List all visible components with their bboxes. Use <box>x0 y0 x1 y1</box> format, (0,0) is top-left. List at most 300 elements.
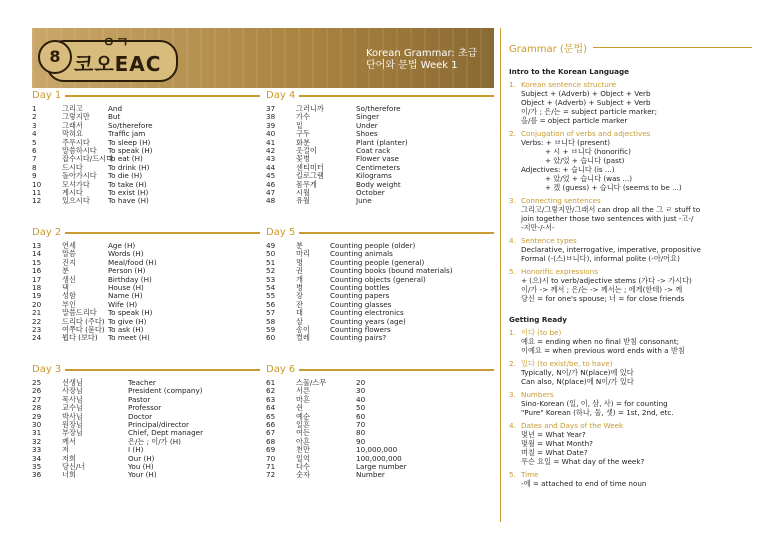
vocab-number: 50 <box>266 249 276 259</box>
logo <box>46 35 178 82</box>
vocab-number: 65 <box>266 411 276 421</box>
grammar-item-line: Verbs: + ㅂ니다 (present) <box>521 138 611 147</box>
vocab-english: Words (H) <box>108 249 144 259</box>
intro-items <box>509 80 762 303</box>
grammar-item-line: Subject + (Adverb) + Object + Verb <box>521 89 651 98</box>
day-rule <box>299 369 494 371</box>
vocabulary-panel <box>32 28 494 518</box>
grammar-item-line: 몇월 = What Month? <box>521 439 593 448</box>
vocab-number: 52 <box>266 266 276 276</box>
vocab-korean: 숫자 <box>296 470 310 480</box>
vocab-english: Number <box>356 470 385 480</box>
vocab-english: 40 <box>356 394 366 404</box>
vocab-english: Body weight <box>356 179 401 189</box>
grammar-item-line: 무슨 요일 = What day of the week? <box>521 457 645 466</box>
vocab-korean: 그러니까 <box>296 104 324 113</box>
day-label: Day 5 <box>266 226 296 238</box>
day-rows <box>266 379 494 480</box>
vocab-korean: 킬로그램 <box>296 171 324 181</box>
grammar-item <box>509 470 762 488</box>
vocab-korean: 그래서 <box>62 120 83 130</box>
vocab-english: Meal/food (H) <box>108 257 157 267</box>
vocab-number: 41 <box>266 137 276 147</box>
vocab-number: 11 <box>32 188 42 198</box>
vocab-korean: 다수 <box>296 462 310 472</box>
vocab-number: 55 <box>266 291 276 301</box>
vocab-number: 4 <box>32 129 37 139</box>
grammar-item-line: 이/가 -> 께서 ; 은/는 -> 께서는 ; 에게(한테) -> 께 <box>521 285 683 294</box>
vocab-number: 51 <box>266 257 276 267</box>
vocab-number: 44 <box>266 162 276 172</box>
banner-title-line2: 단어와 문법 Week 1 <box>366 60 458 71</box>
vocab-number: 59 <box>266 325 276 335</box>
grammar-panel <box>500 28 762 522</box>
vocab-english: To meet (H) <box>108 333 150 343</box>
vocab-number: 71 <box>266 462 276 472</box>
vocab-number: 54 <box>266 283 276 293</box>
vocab-english: To speak (H) <box>108 146 153 156</box>
vocab-korean: 병 <box>296 283 303 293</box>
vocab-english: Birthday (H) <box>108 274 152 284</box>
vocab-korean: 분 <box>62 266 69 276</box>
vocab-korean: 잔 <box>296 299 303 309</box>
grammar-item-heading: Conjugation of verbs and adjectives <box>521 129 651 138</box>
vocab-number: 19 <box>32 291 42 301</box>
vocab-english: Plant (planter) <box>356 137 408 147</box>
vocab-number: 6 <box>32 146 37 156</box>
vocab-korean: 가수 <box>296 112 310 122</box>
vocab-number: 47 <box>266 188 276 198</box>
grammar-item-line: Sino-Korean (일, 이, 삼, 사) = for counting <box>521 399 668 408</box>
vocab-number: 46 <box>266 179 276 189</box>
day-header <box>266 227 494 239</box>
vocab-korean: 명 <box>296 257 303 267</box>
vocab-english: Name (H) <box>108 291 143 301</box>
grammar-item-heading: Korean sentence structure <box>521 80 617 89</box>
day-rows <box>266 105 494 206</box>
vocab-english: 은/는 ; 이/가 (H) <box>128 436 181 446</box>
vocab-number: 3 <box>32 120 37 130</box>
day-rule <box>65 369 260 371</box>
vocab-number: 1 <box>32 104 37 113</box>
vocab-number: 15 <box>32 257 42 267</box>
vocab-number: 14 <box>32 249 42 259</box>
vocab-english: 50 <box>356 403 366 413</box>
grammar-item-line: + 겠 (guess) + 습니다 (seems to be ...) <box>545 183 682 192</box>
vocab-korean: 저희 <box>62 453 76 463</box>
vocab-korean: 생신 <box>62 274 76 284</box>
day-label: Day 3 <box>32 363 62 375</box>
grammar-item <box>509 80 762 125</box>
vocab-row <box>32 197 260 205</box>
grammar-item-head <box>509 236 762 245</box>
grammar-item-line: 이/가 ; 은/는 = subject particle marker; <box>521 107 657 116</box>
banner-title <box>366 48 477 72</box>
vocab-english: To eat (H) <box>108 154 143 164</box>
day-rows <box>32 242 260 343</box>
day-section <box>266 90 494 206</box>
vocab-korean: 살 <box>296 316 303 326</box>
grammar-item-head <box>509 267 762 276</box>
vocab-english: Counting bottles <box>330 283 390 293</box>
vocab-number: 21 <box>32 308 42 318</box>
grammar-item-line: -지만-/-서- <box>521 223 555 232</box>
vocab-number: 39 <box>266 120 276 130</box>
vocab-korean: 말씀 <box>62 249 76 259</box>
day-header <box>266 364 494 376</box>
vocab-english: Centimeters <box>356 162 401 172</box>
vocab-number: 2 <box>32 112 37 122</box>
vocab-korean: 사장님 <box>62 386 83 396</box>
grammar-item <box>509 236 762 263</box>
grammar-header <box>509 40 762 55</box>
vocab-row <box>32 334 260 342</box>
vocab-number: 57 <box>266 308 276 318</box>
vocab-number: 64 <box>266 403 276 413</box>
day-header <box>32 364 260 376</box>
vocab-number: 45 <box>266 171 276 181</box>
grammar-item-number: 2. <box>509 359 516 368</box>
vocab-korean: 대 <box>296 308 303 318</box>
vocab-number: 24 <box>32 333 42 343</box>
vocab-korean: 댁 <box>62 283 69 293</box>
vocab-korean: 그리고 <box>62 104 83 113</box>
day-label: Day 6 <box>266 363 296 375</box>
vocab-english: Counting pairs? <box>330 333 387 343</box>
day-label: Day 4 <box>266 89 296 101</box>
vocab-english: Your (H) <box>128 470 157 480</box>
vocab-number: 23 <box>32 325 42 335</box>
vocab-english: To take (H) <box>108 179 147 189</box>
grammar-item-head <box>509 359 762 368</box>
vocab-number: 72 <box>266 470 276 480</box>
vocab-korean: 여쭈다 (묻다) <box>62 325 105 335</box>
grammar-item-line: + 시 + ㅂ니다 (honorific) <box>545 147 631 156</box>
vocab-english: Teacher <box>128 378 156 387</box>
day-section <box>32 227 260 343</box>
vocab-number: 20 <box>32 299 42 309</box>
vocab-english: Chief, Dept manager <box>128 428 204 438</box>
vocab-row <box>266 197 494 205</box>
vocab-korean: 분 <box>296 241 303 250</box>
grammar-item-line: + (으)시 to verb/adjective stems (가다 -> 가시다) <box>521 276 692 285</box>
vocab-number: 58 <box>266 316 276 326</box>
vocab-number: 63 <box>266 394 276 404</box>
vocab-english: Person (H) <box>108 266 146 276</box>
vocab-english: 70 <box>356 420 366 430</box>
logo-icon: 8 <box>38 40 72 74</box>
vocab-korean: 예순 <box>296 411 310 421</box>
vocab-english: And <box>108 104 123 113</box>
vocab-english: Counting books (bound materials) <box>330 266 453 276</box>
grammar-item-head <box>509 470 762 479</box>
vocab-english: Large number <box>356 462 407 472</box>
grammar-item-heading: Sentence types <box>521 236 577 245</box>
grammar-item <box>509 196 762 232</box>
vocab-english: October <box>356 188 385 198</box>
vocab-english: Singer <box>356 112 380 122</box>
grammar-header-rule <box>593 47 752 48</box>
vocab-korean: 목사님 <box>62 394 83 404</box>
grammar-item-head <box>509 421 762 430</box>
grammar-item-line: join together those two sentences with just -고-/ <box>521 214 694 223</box>
vocab-number: 67 <box>266 428 276 438</box>
vocab-korean: 스물/스무 <box>296 378 327 387</box>
grammar-item-heading: 있다 (to exist/be, to have) <box>521 359 613 368</box>
vocab-number: 12 <box>32 196 42 206</box>
vocab-english: To die (H) <box>108 171 143 181</box>
vocab-number: 62 <box>266 386 276 396</box>
day-rows <box>32 379 260 480</box>
grammar-item-heading: Honorific expressions <box>521 267 598 276</box>
vocab-korean: 마흔 <box>296 394 310 404</box>
grammar-item-heading: Time <box>521 470 539 479</box>
day-section <box>32 90 260 206</box>
vocab-english: Kilograms <box>356 171 392 181</box>
vocab-number: 66 <box>266 420 276 430</box>
vocab-number: 18 <box>32 283 42 293</box>
grammar-item-number: 5. <box>509 470 516 479</box>
vocab-english: Counting people (general) <box>330 257 425 267</box>
grammar-item-number: 3. <box>509 390 516 399</box>
vocab-korean: 화분 <box>296 137 310 147</box>
vocab-korean: 부인 <box>62 299 76 309</box>
vocab-english: To give (H) <box>108 316 147 326</box>
vocab-english: June <box>356 196 372 206</box>
vocab-korean: 꽃병 <box>296 154 310 164</box>
vocab-number: 70 <box>266 453 276 463</box>
vocab-english: Principal/director <box>128 420 189 430</box>
vocab-number: 68 <box>266 436 276 446</box>
vocab-english: Counting years (age) <box>330 316 406 326</box>
grammar-item-head <box>509 390 762 399</box>
vocab-korean: 교수님 <box>62 403 83 413</box>
vocab-english: Our (H) <box>128 453 155 463</box>
vocab-number: 33 <box>32 445 42 455</box>
grammar-item-line: + 았/었 + 습니다 (was ...) <box>545 174 633 183</box>
vocab-english: 80 <box>356 428 366 438</box>
vocab-korean: 께서 <box>62 436 76 446</box>
vocab-english: Under <box>356 120 378 130</box>
vocab-korean: 주무시다 <box>62 137 90 147</box>
vocab-number: 48 <box>266 196 276 206</box>
grammar-item-heading: 이다 (to be) <box>521 328 562 337</box>
vocab-english: Counting papers <box>330 291 390 301</box>
grammar-item-line: + 았/었 + 습니다 (past) <box>545 156 625 165</box>
vocab-english: Shoes <box>356 129 378 139</box>
grammar-item-head <box>509 196 762 205</box>
grammar-item-head <box>509 328 762 337</box>
vocab-number: 27 <box>32 394 42 404</box>
grammar-item-heading: Numbers <box>521 390 554 399</box>
vocab-number: 32 <box>32 436 42 446</box>
vocab-number: 29 <box>32 411 42 421</box>
grammar-item-line: 예요 = ending when no final 받침 consonant; <box>521 337 680 346</box>
grammar-item-line: "Pure" Korean (하나, 둘, 셋) = 1st, 2nd, etc. <box>521 408 674 417</box>
vocab-korean: 당신/너 <box>62 462 86 472</box>
vocab-number: 7 <box>32 154 37 164</box>
vocab-korean: 일억 <box>296 453 310 463</box>
vocab-number: 42 <box>266 146 276 156</box>
vocab-number: 16 <box>32 266 42 276</box>
grammar-item-number: 1. <box>509 328 516 337</box>
grammar-subheading-intro: Intro to the Korean Language <box>509 67 629 76</box>
grammar-item-number: 2. <box>509 129 516 138</box>
vocab-korean: 그렇지만 <box>62 112 90 122</box>
day-rule <box>299 232 494 234</box>
day-label: Day 2 <box>32 226 62 238</box>
vocab-english: Doctor <box>128 411 153 421</box>
day-rule <box>299 95 494 97</box>
vocab-english: Counting electronics <box>330 308 404 318</box>
grammar-item-line: Adjectives: + 습니다 (is ...) <box>521 165 615 174</box>
grammar-item <box>509 359 762 386</box>
vocab-korean: 잡수시다/드시다 <box>62 154 114 164</box>
vocab-korean: 말씀드리다 <box>62 308 97 318</box>
vocab-korean: 센티미터 <box>296 162 324 172</box>
vocab-korean: 성함 <box>62 291 76 301</box>
grammar-item-number: 4. <box>509 236 516 245</box>
vocab-korean: 시월 <box>296 188 310 198</box>
vocab-english: To sleep (H) <box>108 137 151 147</box>
vocab-english: Wife (H) <box>108 299 138 309</box>
vocab-korean: 드시다 <box>62 162 83 172</box>
vocab-english: So/therefore <box>108 120 153 130</box>
vocab-english: Counting flowers <box>330 325 391 335</box>
day-header <box>266 90 494 102</box>
vocab-korean: 박사님 <box>62 411 83 421</box>
grammar-item <box>509 129 762 192</box>
grammar-item <box>509 421 762 466</box>
vocab-korean: 뵙다 (보다) <box>62 333 98 343</box>
grammar-item-number: 3. <box>509 196 516 205</box>
vocab-korean: 여든 <box>296 428 310 438</box>
grammar-item-head <box>509 129 762 138</box>
vocab-korean: 개 <box>296 274 303 284</box>
day-section <box>266 364 494 480</box>
vocab-korean: 말씀하시다 <box>62 146 97 156</box>
vocab-number: 8 <box>32 162 37 172</box>
logo-text: 코오EAC <box>74 52 162 76</box>
day-label: Day 1 <box>32 89 62 101</box>
vocab-korean: 진지 <box>62 257 76 267</box>
day-section <box>32 364 260 480</box>
vocab-english: I (H) <box>128 445 144 455</box>
vocab-number: 40 <box>266 129 276 139</box>
grammar-item-number: 4. <box>509 421 516 430</box>
vocab-english: 60 <box>356 411 366 421</box>
vocab-korean: 밑 <box>296 120 303 130</box>
vocab-korean: 옷걸이 <box>296 146 317 156</box>
grammar-item-line: Formal (-(스)ㅂ니다), informal polite (-아/어요) <box>521 254 680 263</box>
vocab-english: To drink (H) <box>108 162 150 172</box>
vocab-row <box>266 334 494 342</box>
vocab-number: 43 <box>266 154 276 164</box>
vocab-english: Counting glasses <box>330 299 392 309</box>
vocab-korean: 돌아가시다 <box>62 171 97 181</box>
vocab-english: Counting animals <box>330 249 393 259</box>
vocab-korean: 천만 <box>296 445 310 455</box>
vocab-number: 49 <box>266 241 276 250</box>
vocab-english: To ask (H) <box>108 325 144 335</box>
vocab-number: 35 <box>32 462 42 472</box>
vocab-number: 30 <box>32 420 42 430</box>
vocab-number: 53 <box>266 274 276 284</box>
vocab-korean: 부장님 <box>62 428 83 438</box>
vocab-korean: 장 <box>296 291 303 301</box>
grammar-item-line: 그리고/그렇지만/그래서 can drop all the 그 ㄹ stuff to <box>521 205 701 214</box>
vocab-korean: 일흔 <box>296 420 310 430</box>
grammar-item-heading: Connecting sentences <box>521 196 601 205</box>
vocab-english: Traffic jam <box>108 129 146 139</box>
vocab-number: 13 <box>32 241 42 250</box>
grammar-item-head <box>509 80 762 89</box>
vocab-korean: 저 <box>62 445 69 455</box>
day-section <box>266 227 494 343</box>
vocab-english: 90 <box>356 436 366 446</box>
grammar-item <box>509 267 762 303</box>
grammar-subheading-getting-ready: Getting Ready <box>509 315 567 324</box>
vocab-number: 9 <box>32 171 37 181</box>
vocab-number: 10 <box>32 179 42 189</box>
vocab-number: 36 <box>32 470 42 480</box>
vocab-korean: 계시다 <box>62 188 83 198</box>
getting-ready-items <box>509 328 762 488</box>
grammar-item-line: 이예요 = when previous word ends with a 받침 <box>521 346 685 355</box>
vocab-korean: 구두 <box>296 129 310 139</box>
vocab-korean: 송이 <box>296 325 310 335</box>
vocab-korean: 막혀요 <box>62 129 83 139</box>
vocab-korean: 마리 <box>296 249 310 259</box>
vocab-number: 69 <box>266 445 276 455</box>
vocab-row <box>266 471 494 479</box>
vocab-english: 10,000,000 <box>356 445 398 455</box>
vocab-korean: 있으시다 <box>62 196 90 206</box>
day-header <box>32 90 260 102</box>
vocab-number: 28 <box>32 403 42 413</box>
grammar-item-line: 당신 = for one's spouse; 너 = for close friends <box>521 294 685 303</box>
vocab-number: 60 <box>266 333 276 343</box>
vocab-english: President (company) <box>128 386 203 396</box>
grammar-item-line: Object + (Adverb) + Subject + Verb <box>521 98 651 107</box>
vocab-korean: 몸무게 <box>296 179 317 189</box>
vocab-row <box>32 471 260 479</box>
vocab-english: But <box>108 112 121 122</box>
vocab-english: Age (H) <box>108 241 136 250</box>
vocab-english: Flower vase <box>356 154 399 164</box>
vocab-english: Counting people (older) <box>330 241 416 250</box>
grammar-item-line: Declarative, interrogative, imperative, propositive <box>521 245 701 254</box>
grammar-item-number: 1. <box>509 80 516 89</box>
vocab-number: 25 <box>32 378 42 387</box>
vocab-korean: 너희 <box>62 470 76 480</box>
vocab-korean: 연세 <box>62 241 76 250</box>
vocab-number: 56 <box>266 299 276 309</box>
day-rule <box>65 95 260 97</box>
vocab-korean: 선생님 <box>62 378 83 387</box>
grammar-item <box>509 328 762 355</box>
vocab-english: 30 <box>356 386 366 396</box>
vocab-korean: 드리다 (주다) <box>62 316 105 326</box>
vocab-english: Coat rack <box>356 146 391 156</box>
grammar-item-line: 몇년 = What Year? <box>521 430 586 439</box>
grammar-item <box>509 390 762 417</box>
vocab-english: To have (H) <box>108 196 149 206</box>
vocab-english: Professor <box>128 403 162 413</box>
vocab-korean: 아흔 <box>296 436 310 446</box>
vocab-korean: 권 <box>296 266 303 276</box>
day-header <box>32 227 260 239</box>
